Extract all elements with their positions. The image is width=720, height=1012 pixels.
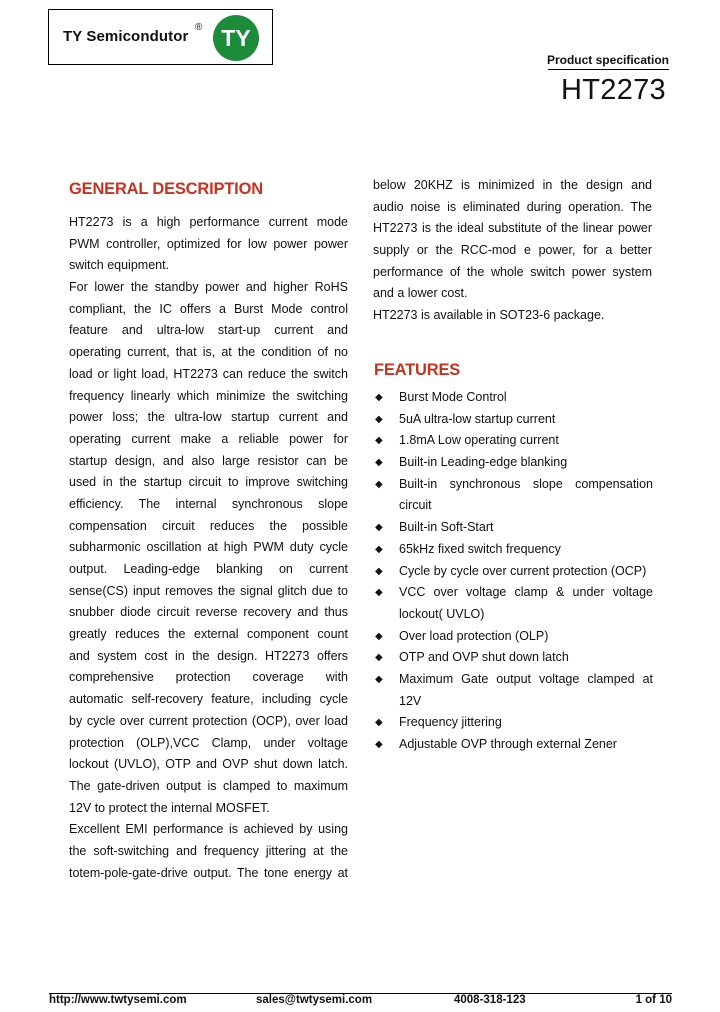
- description-line: For lower the standby power and higher RoHS: [69, 280, 348, 295]
- feature-item: [374, 430, 653, 452]
- feature-text: 65kHz fixed switch frequency: [399, 541, 561, 556]
- feature-item: [374, 561, 653, 583]
- feature-item: [374, 517, 653, 539]
- description-line: used in the startup circuit to improve switching: [69, 475, 348, 490]
- feature-text: lockout( UVLO): [399, 606, 485, 621]
- description-line: frequency linearly which minimize the switching: [69, 388, 348, 403]
- feature-text: Maximum Gate output voltage clamped at: [399, 671, 653, 686]
- spec-label: Product specification: [546, 53, 669, 67]
- diamond-bullet-icon: ◆: [375, 457, 383, 469]
- header-divider: [548, 69, 669, 70]
- feature-text: 5uA ultra-low startup current: [399, 411, 556, 426]
- footer-url[interactable]: http://www.twtysemi.com: [49, 994, 187, 1006]
- description-line: comprehensive protection coverage with: [69, 670, 348, 685]
- description-line: lockout (UVLO), OTP and OVP shut down latch.: [69, 757, 348, 772]
- feature-text: Burst Mode Control: [399, 390, 507, 404]
- diamond-bullet-icon: ◆: [375, 630, 383, 642]
- feature-text: Cycle by cycle over current protection (OCP): [399, 563, 647, 578]
- description-line: power loss; the ultra-low startup current and: [69, 410, 348, 425]
- ty-logo-icon: TY: [213, 15, 259, 61]
- description-line: HT2273 is available in SOT23-6 package.: [373, 308, 605, 323]
- page-number: 1 of 10: [635, 994, 672, 1006]
- description-line: The gate-driven output is clamped to maximum: [69, 778, 348, 793]
- description-line: Excellent EMI performance is achieved by using: [69, 822, 348, 837]
- feature-item: [374, 409, 653, 431]
- diamond-bullet-icon: ◆: [375, 392, 383, 403]
- description-line: subharmonic oscillation at high PWM duty cycle: [69, 540, 348, 555]
- description-line: PWM controller, optimized for low power power: [69, 236, 348, 251]
- feature-text: Built-in synchronous slope compensation: [399, 476, 653, 491]
- footer-email[interactable]: sales@twtysemi.com: [256, 994, 373, 1006]
- general-description-heading: GENERAL DESCRIPTION: [69, 180, 263, 198]
- diamond-bullet-icon: ◆: [375, 673, 383, 685]
- feature-text: Frequency jittering: [399, 715, 502, 730]
- feature-text: VCC over voltage clamp & under voltage: [399, 585, 653, 600]
- features-heading: FEATURES: [374, 361, 461, 379]
- description-line: HT2273 is the ideal substitute of the linear power: [373, 221, 652, 236]
- feature-item: [374, 474, 653, 517]
- feature-item: [374, 734, 653, 756]
- feature-item: [374, 539, 653, 561]
- features-list: [374, 387, 653, 756]
- description-line: snubber diode circuit reverse recovery and thus: [69, 605, 348, 620]
- description-line: startup design, and also large resistor can be: [69, 453, 348, 468]
- description-line: totem-pole-gate-drive output. The tone energy at: [69, 865, 348, 880]
- description-line: operating current make a reliable power for: [69, 431, 348, 446]
- part-number: HT2273: [561, 74, 666, 106]
- feature-text: 1.8mA Low operating current: [399, 433, 559, 448]
- description-line: below 20KHZ is minimized in the design and: [373, 178, 652, 192]
- feature-text: Built-in Leading-edge blanking: [399, 455, 568, 470]
- company-name: TY Semicondutor: [63, 28, 189, 45]
- feature-item: [374, 452, 653, 474]
- description-line: 12V to protect the internal MOSFET.: [69, 800, 270, 815]
- description-line: switch equipment.: [69, 258, 170, 273]
- diamond-bullet-icon: ◆: [375, 739, 383, 750]
- diamond-bullet-icon: ◆: [375, 435, 383, 447]
- description-line: and a lower cost.: [373, 286, 468, 301]
- diamond-bullet-icon: ◆: [375, 543, 383, 555]
- description-line: supply or the RCC-mod e power, for a better: [373, 243, 652, 258]
- feature-item: [374, 582, 653, 625]
- feature-text: Over load protection (OLP): [399, 628, 549, 643]
- description-line: performance of the whole switch power system: [373, 264, 652, 279]
- description-line: audio noise is eliminated during operation. The: [373, 199, 652, 214]
- description-line: protection (OLP),VCC Clamp, under voltage: [69, 735, 348, 750]
- description-line: load or light load, HT2273 can reduce the switch: [69, 366, 348, 381]
- description-line: feature and ultra-low start-up current and: [69, 323, 348, 338]
- feature-text: circuit: [399, 498, 432, 513]
- footer-phone: 4008-318-123: [454, 994, 526, 1006]
- description-line: compensation circuit reduces the possible: [69, 518, 348, 533]
- description-line: operating current, that is, at the condition of no: [69, 345, 348, 360]
- description-line: greatly reduces the external component count: [69, 627, 348, 642]
- feature-item: [374, 387, 653, 409]
- description-line: compliant, the IC offers a Burst Mode control: [69, 301, 348, 316]
- feature-item: [374, 669, 653, 712]
- feature-text: Adjustable OVP through external Zener: [399, 737, 617, 751]
- description-line: HT2273 is a high performance current mode: [69, 215, 348, 229]
- diamond-bullet-icon: ◆: [375, 565, 383, 577]
- diamond-bullet-icon: ◆: [375, 522, 383, 534]
- feature-item: [374, 647, 653, 669]
- description-line: sense(CS) input removes the signal glitch due to: [69, 583, 348, 598]
- description-line: efficiency. The internal synchronous slope: [69, 496, 348, 511]
- description-line: and system cost in the design. HT2273 offers: [69, 648, 348, 663]
- feature-text: 12V: [399, 693, 422, 708]
- registered-mark: ®: [195, 22, 203, 33]
- description-line: by cycle over current protection (OCP), over load: [69, 713, 348, 728]
- general-description-left-column: [69, 212, 348, 884]
- diamond-bullet-icon: ◆: [375, 478, 383, 490]
- diamond-bullet-icon: ◆: [375, 717, 383, 729]
- description-line: output. Leading-edge blanking on current: [69, 562, 348, 576]
- feature-item: [374, 626, 653, 648]
- feature-text: OTP and OVP shut down latch: [399, 650, 569, 665]
- company-logo: [48, 9, 273, 65]
- general-description-right-column: [373, 175, 652, 327]
- feature-item: [374, 712, 653, 734]
- feature-text: Built-in Soft-Start: [399, 520, 494, 535]
- diamond-bullet-icon: ◆: [375, 652, 383, 664]
- description-line: the soft-switching and frequency jittering at the: [69, 843, 348, 858]
- diamond-bullet-icon: ◆: [375, 587, 383, 599]
- diamond-bullet-icon: ◆: [375, 413, 383, 425]
- description-line: automatic self-recovery feature, including cycle: [69, 692, 348, 707]
